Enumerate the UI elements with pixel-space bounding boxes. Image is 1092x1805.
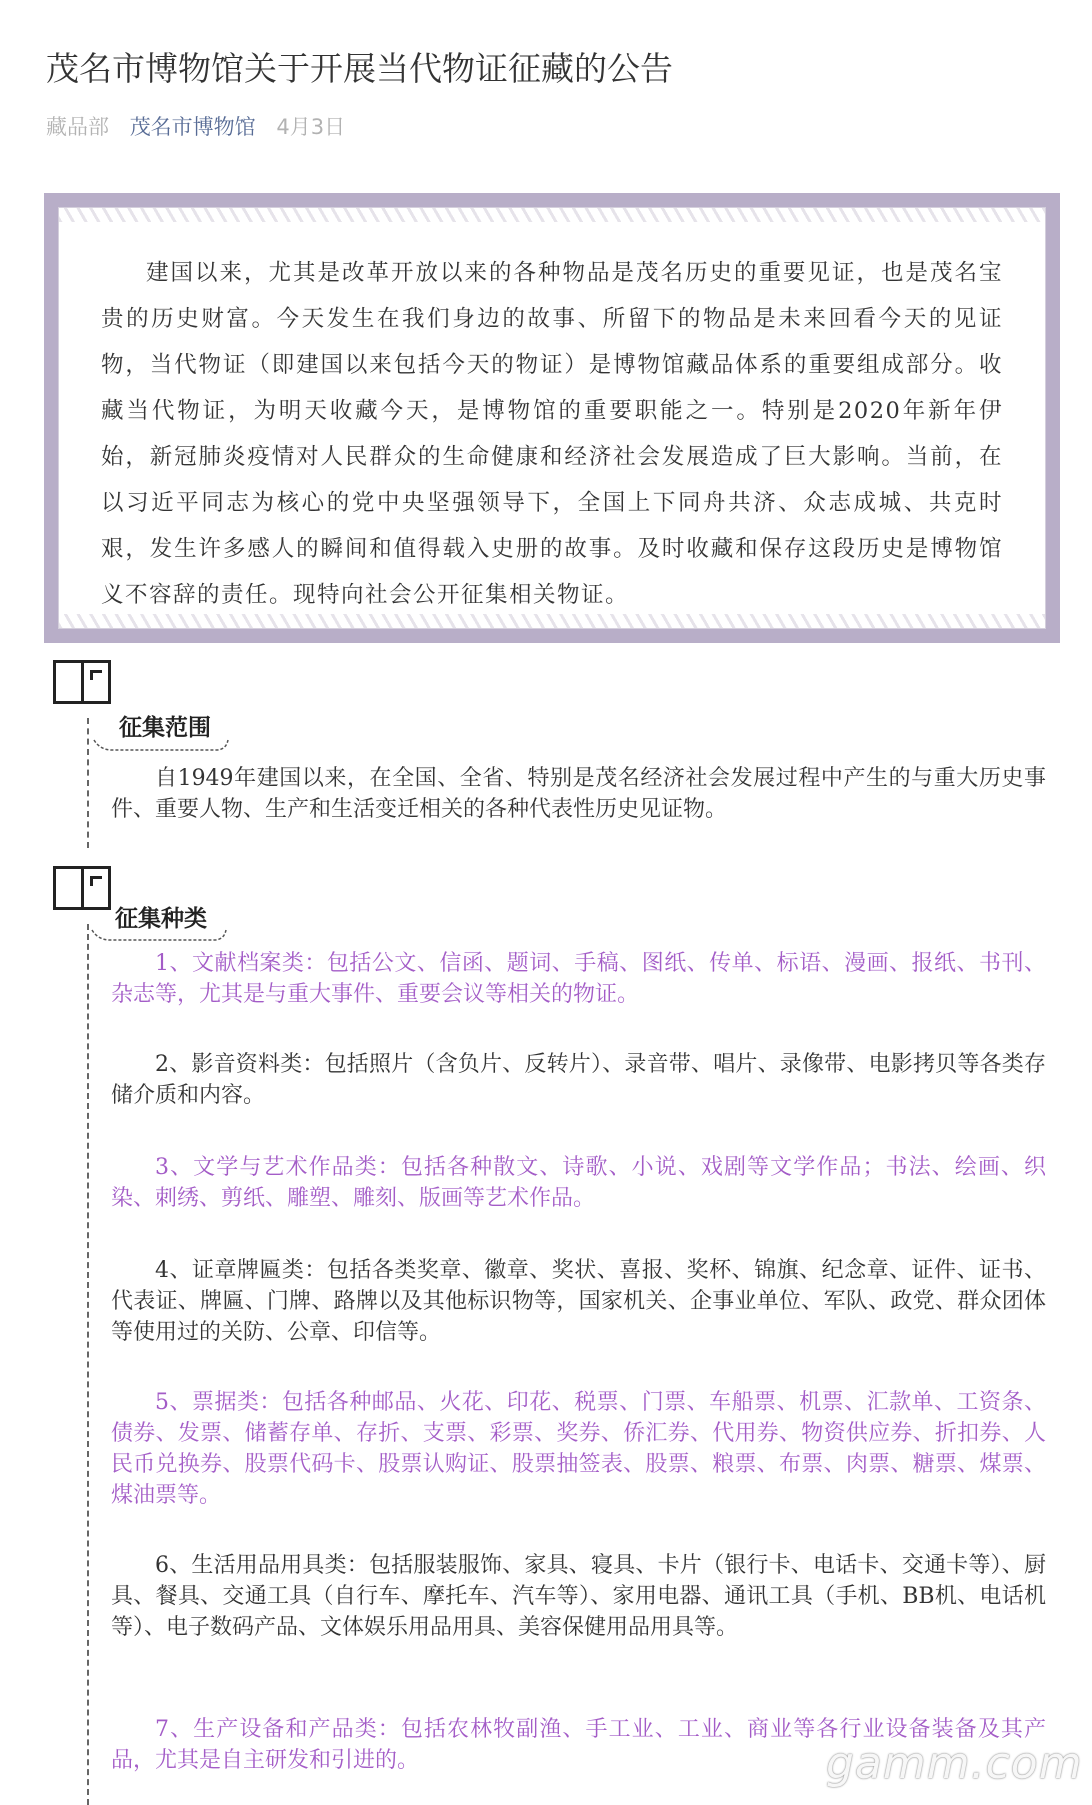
- heading-underline: [90, 928, 230, 942]
- timeline-line: [87, 924, 89, 1805]
- publish-date: 4月3日: [276, 115, 346, 139]
- site-watermark: gamm.com: [826, 1738, 1083, 1789]
- book-icon: [53, 660, 111, 704]
- heading-underline: [92, 738, 232, 752]
- category-item: 2、影音资料类：包括照片（含负片、反转片）、录音带、唱片、录像带、电影拷贝等各类存储介质和内容。: [111, 1052, 1046, 1108]
- category-item: 3、文学与艺术作品类：包括各种散文、诗歌、小说、戏剧等文学作品；书法、绘画、织染、刺绣、剪纸、雕塑、雕刻、版画等艺术作品。: [111, 1155, 1046, 1211]
- account-link[interactable]: 茂名市博物馆: [129, 115, 256, 139]
- intro-paragraph: 建国以来，尤其是改革开放以来的各种物品是茂名历史的重要见证，也是茂名宝贵的历史财富。今天发生在我们身边的故事、所留下的物品是未来回看今天的见证物，当代物证（即建国以来包括今天的物证）是博物馆藏品体系的重要组成部分。收藏当代物证，为明天收藏今天，是博物馆的重要职能之一。特别是2020年新年伊始，新冠肺炎疫情对人民群众的生命健康和经济社会发展造成了巨大影响。当前，在以习近平同志为核心的党中央坚强领导下，全国上下同舟共济、众志成城、共克时艰，发生许多感人的瞬间和值得载入史册的故事。及时收藏和保存这段历史是博物馆义不容辞的责任。现特向社会公开征集相关物证。: [101, 260, 1003, 608]
- category-item: 4、证章牌匾类：包括各类奖章、徽章、奖状、喜报、奖杯、锦旗、纪念章、证件、证书、代表证、牌匾、门牌、路牌以及其他标识物等，国家机关、企事业单位、军队、政党、群众团体等使用过的关防、公章、印信等。: [111, 1258, 1046, 1345]
- intro-card: [58, 207, 1046, 629]
- category-item: 1、文献档案类：包括公文、信函、题词、手稿、图纸、传单、标语、漫画、报纸、书刊、杂志等，尤其是与重大事件、重要会议等相关的物证。: [111, 951, 1046, 1007]
- category-item: 7、生产设备和产品类：包括农林牧副渔、手工业、工业、商业等各行业设备装备及其产品，尤其是自主研发和引进的。: [111, 1717, 1046, 1773]
- scope-paragraph: 自1949年建国以来，在全国、全省、特别是茂名经济社会发展过程中产生的与重大历史事件、重要人物、生产和生活变迁相关的各种代表性历史见证物。: [111, 766, 1046, 822]
- category-item: 6、生活用品用具类：包括服装服饰、家具、寝具、卡片（银行卡、电话卡、交通卡等）、厨具、餐具、交通工具（自行车、摩托车、汽车等）、家用电器、通讯工具（手机、BB机、电话机等）、电子数码产品、文体娱乐用品用具、美容保健用品用具等。: [111, 1553, 1046, 1640]
- category-item: 5、票据类：包括各种邮品、火花、印花、税票、门票、车船票、机票、汇款单、工资条、债券、发票、储蓄存单、存折、支票、彩票、奖券、侨汇券、代用券、物资供应券、折扣券、人民币兑换券、股票代码卡、股票认购证、股票抽签表、股票、粮票、布票、肉票、糖票、煤票、煤油票等。: [111, 1390, 1046, 1508]
- section-heading-categories: 征集种类: [115, 906, 207, 932]
- book-icon: [53, 866, 111, 910]
- department-label: 藏品部: [46, 115, 109, 139]
- article-meta: [46, 112, 359, 142]
- intro-frame: [44, 193, 1060, 643]
- section-heading-scope: 征集范围: [119, 715, 211, 741]
- article-title: 茂名市博物馆关于开展当代物证征藏的公告: [46, 49, 673, 88]
- timeline-line: [87, 718, 89, 848]
